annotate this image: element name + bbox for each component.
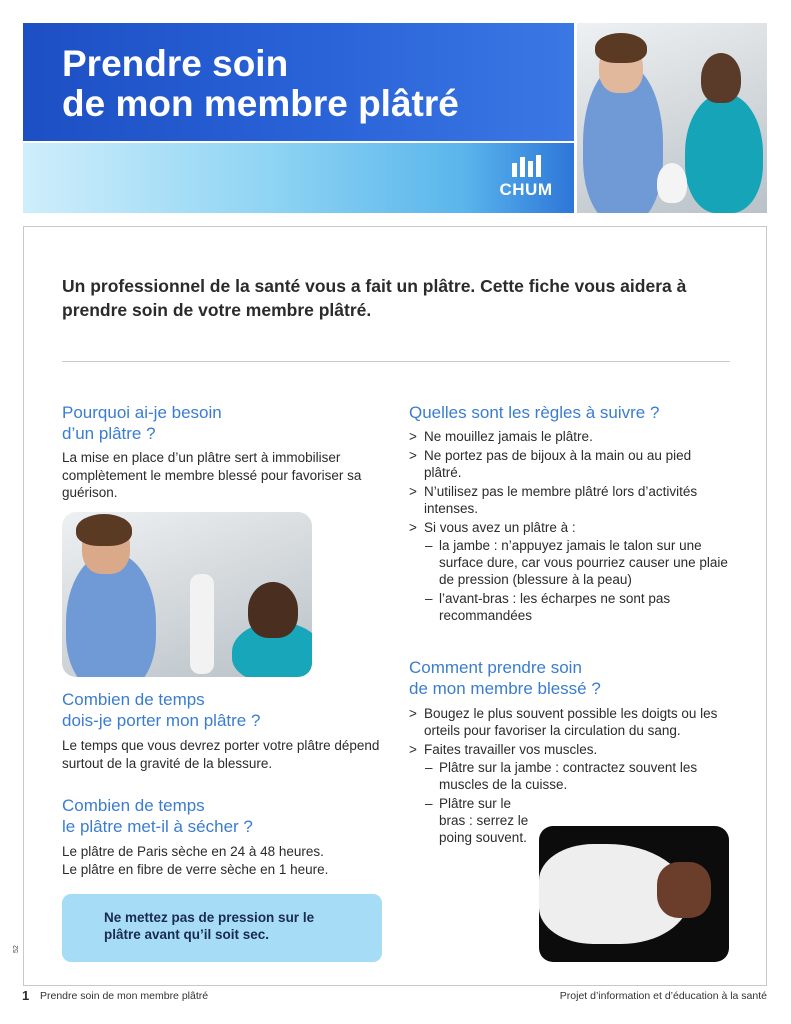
warning-callout — [62, 894, 382, 962]
title-line-1: Prendre soin — [62, 43, 289, 84]
drying-text — [62, 843, 382, 878]
list-item: > Ne portez pas de bijoux à la main ou au pied plâtré. — [409, 447, 731, 481]
heading-duration-line-1: Combien de temps — [62, 690, 205, 709]
drying-line-2: Le plâtre en fibre de verre sèche en 1 heure. — [62, 861, 329, 877]
list-item — [409, 519, 731, 624]
list-item-label: Faites travailler vos muscles. — [424, 742, 598, 757]
heading-care — [409, 657, 739, 699]
list-item-label: Si vous avez un plâtre à : — [424, 520, 576, 535]
page-number: 1 — [22, 988, 30, 1003]
heading-care-line-2: de mon membre blessé ? — [409, 679, 601, 698]
document-code: 52 — [13, 945, 20, 953]
duration-text: Le temps que vous devrez porter votre plâtre dépend surtout de la gravité de la blessure. — [62, 738, 380, 771]
why-text: La mise en place d’un plâtre sert à immobiliser complètement le membre blessé pour favoriser sa guérison. — [62, 450, 362, 500]
page-title — [62, 44, 459, 124]
rules-list-container — [409, 428, 731, 626]
care-list — [409, 705, 721, 846]
sublist-item: – l’avant-bras : les écharpes ne sont pas recommandées — [424, 590, 731, 624]
heading-duration-line-2: dois-je porter mon plâtre ? — [62, 711, 261, 730]
list-item: > Bougez le plus souvent possible les doigts ou les orteils pour favoriser la circulation du sang. — [409, 705, 721, 739]
sublist-item: – Plâtre sur le bras : serrez le poing souvent. — [424, 795, 534, 846]
callout-text: Ne mettez pas de pression sur le plâtre avant qu’il soit sec. — [104, 910, 315, 942]
header-photo — [577, 23, 767, 213]
chum-logo-mark — [496, 155, 556, 177]
chum-logo — [496, 155, 556, 207]
heading-rules: Quelles sont les règles à suivre ? — [409, 403, 660, 422]
rules-sublist — [424, 537, 731, 624]
footer-project: Projet d’information et d’éducation à la santé — [559, 990, 767, 1002]
list-item: > N’utilisez pas le membre plâtré lors d’activités intenses. — [409, 483, 731, 517]
intro-text: Un professionnel de la santé vous a fait un plâtre. Cette fiche vous aidera à prendre soin de votre membre plâtré. — [62, 276, 687, 320]
casted-fist-photo — [539, 826, 729, 962]
list-item: > Ne mouillez jamais le plâtre. — [409, 428, 731, 445]
heading-why-line-1: Pourquoi ai-je besoin — [62, 403, 222, 422]
drying-line-1: Le plâtre de Paris sèche en 24 à 48 heures. — [62, 844, 324, 859]
heading-care-line-1: Comment prendre soin — [409, 658, 582, 677]
heading-drying-line-1: Combien de temps — [62, 796, 205, 815]
heading-drying-line-2: le plâtre met-il à sécher ? — [62, 817, 253, 836]
heading-duration — [62, 689, 382, 731]
divider — [62, 361, 730, 362]
sublist-item: – Plâtre sur la jambe : contractez souvent les muscles de la cuisse. — [424, 759, 721, 793]
header-gradient-band — [23, 143, 574, 213]
footer-title: Prendre soin de mon membre plâtré — [40, 990, 209, 1002]
cast-examination-photo — [62, 512, 312, 677]
rules-list — [409, 428, 731, 624]
sublist-item: – la jambe : n’appuyez jamais le talon sur une surface dure, car vous pourriez causer une plaie de pression (blessure à la peau) — [424, 537, 731, 588]
heading-why-line-2: d’un plâtre ? — [62, 424, 156, 443]
logo-text: CHUM — [499, 180, 553, 199]
heading-why — [62, 402, 382, 444]
title-line-2: de mon membre plâtré — [62, 83, 459, 124]
heading-drying — [62, 795, 382, 837]
